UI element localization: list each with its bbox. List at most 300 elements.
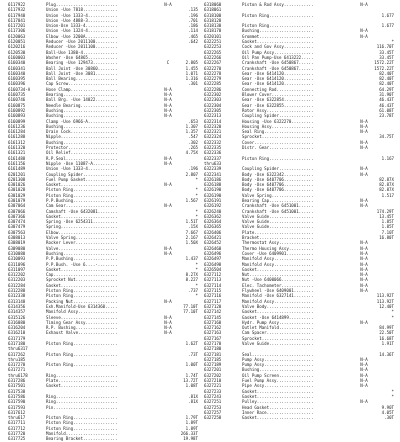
availability-code: N-A	[360, 362, 368, 368]
part-description: Needle Bearing...............	[46, 102, 118, 108]
part-number: 6161284	[8, 129, 26, 135]
part-description: Valve Guide..................	[242, 213, 314, 219]
availability-code: N-A	[360, 245, 368, 251]
part-price: 1572.22T	[374, 65, 394, 71]
part-price: .196	[188, 166, 198, 172]
part-description: Thermostat Assy..............	[242, 240, 314, 246]
part-description: Bearing......................	[46, 92, 118, 98]
part-number: 6318061	[204, 7, 222, 13]
part-price: 2.805	[185, 60, 198, 66]
part-price: 82.87X	[379, 176, 394, 182]
part-number: 6318100	[204, 12, 222, 18]
part-number: 6327221	[204, 383, 222, 389]
part-number: 6322314	[204, 118, 222, 124]
part-number: 6117306	[8, 28, 26, 34]
part-number: 6160340	[8, 60, 26, 66]
part-description: Crankshaft -Use 6450867......	[242, 65, 314, 71]
part-price: 82.87X	[379, 187, 394, 193]
part-price: 84.99T	[379, 325, 394, 331]
part-description: Gasket.......................	[242, 388, 314, 394]
part-price: .114	[188, 28, 198, 34]
part-price: .265	[188, 145, 198, 151]
part-price: 14.36T	[379, 351, 394, 357]
part-description: Bearing -Use 129473..........	[46, 60, 118, 66]
part-number: 6327115	[204, 288, 222, 294]
part-description: Piston Ring..................	[46, 420, 118, 426]
part-price: *	[195, 208, 198, 214]
part-description: Valve Guide..................	[242, 219, 314, 225]
part-price: 4.75X	[185, 150, 198, 156]
part-description: Valve........................	[46, 245, 118, 251]
part-number: 6317586	[8, 393, 26, 399]
part-number: 6160340	[8, 70, 26, 76]
part-description: Gear -Use 6322854............	[242, 97, 314, 103]
part-price: 1.455	[185, 65, 198, 71]
part-description: Piston Ring..................	[46, 293, 118, 299]
parts-list-columns	[8, 2, 394, 442]
part-description: Union -Use 4888-3............	[46, 17, 118, 23]
part-number: 6312202	[8, 272, 26, 278]
part-number: 6307064	[8, 203, 26, 209]
part-number: 6317612	[8, 409, 26, 415]
part-description: Gear -Use 6414120............	[242, 70, 314, 76]
part-description: Gear -Use 6414120............	[242, 81, 314, 87]
part-price: 8.27X	[185, 272, 198, 278]
part-number: 6327233	[204, 388, 222, 394]
part-description: Exhaust Valve................	[46, 330, 118, 336]
part-description: Piston Ring..................	[242, 155, 314, 161]
part-price: 64.29T	[379, 86, 394, 92]
availability-code: C	[166, 60, 170, 66]
part-number: 6201308	[8, 176, 26, 182]
part-price: 1.08T	[185, 383, 198, 389]
part-description: Piston Ring..................	[46, 415, 118, 421]
availability-code: N-A	[164, 298, 172, 304]
part-number: 6160395	[8, 76, 26, 82]
part-number: thru633	[204, 160, 222, 166]
availability-code: N-A	[360, 203, 368, 209]
availability-code: N-A	[360, 277, 368, 283]
part-description: Ring.........................	[46, 399, 118, 405]
part-description: Pump Assy....................	[242, 356, 314, 362]
part-price: 1.89T	[185, 420, 198, 426]
availability-code: N-A	[164, 314, 172, 320]
part-number: 6327243	[204, 393, 222, 399]
part-number: 6317501	[8, 383, 26, 389]
part-price: 113.92T	[376, 298, 394, 304]
availability-code: N-A	[164, 86, 172, 92]
part-price: .547	[188, 134, 198, 140]
part-description: Plug.........................	[46, 2, 118, 7]
part-price: 12.40T	[379, 303, 394, 309]
part-number: 6322266	[204, 54, 222, 60]
part-number: 6322320	[204, 123, 222, 129]
part-price: 1.91T	[381, 341, 394, 346]
part-price: 1.567	[185, 197, 198, 203]
availability-code: N-A	[360, 367, 368, 373]
part-number: 6322253	[204, 44, 222, 50]
part-description: Bushing......................	[242, 28, 314, 34]
part-number: 6320101	[204, 33, 222, 39]
part-description: Bushing......................	[46, 250, 118, 256]
part-price: .81X	[188, 393, 198, 399]
part-description: Hydr. Pump Assy..............	[242, 319, 314, 325]
part-description: Housing Assy.................	[242, 123, 314, 129]
part-number: 6317180	[8, 341, 26, 346]
part-description: Gasket.......................	[242, 39, 314, 45]
part-description: Manifold Assy................	[46, 309, 118, 315]
part-number: 6326406	[204, 229, 222, 235]
availability-code: N-A	[360, 383, 368, 389]
part-description: Outlet Manifold..............	[242, 325, 314, 331]
part-description: Ring.........................	[46, 372, 118, 378]
part-number: 6307479	[8, 224, 26, 230]
part-number: 6307474	[8, 219, 26, 225]
part-description: Nipple -Use 11087-A..........	[46, 160, 118, 166]
part-description: Gasket -Use 6414899..........	[242, 314, 314, 320]
part-number: 6316210	[8, 330, 26, 336]
part-number: 6317538	[8, 388, 26, 394]
part-number: 6322332	[204, 139, 222, 145]
part-price: *	[195, 261, 198, 267]
part-description: Cam Gear.....................	[46, 203, 118, 209]
part-number: 6315126	[8, 314, 26, 320]
part-description: Valve Spring.................	[46, 235, 118, 241]
part-number: 6322337	[204, 155, 222, 161]
part-number: 6322267	[204, 60, 222, 66]
part-number: 6327185	[204, 356, 222, 362]
part-description: Bushing......................	[242, 367, 314, 373]
part-price: 2.807	[185, 171, 198, 177]
part-price: 4.05T	[381, 409, 394, 415]
part-description: Housing -Use 6322270.........	[242, 118, 314, 124]
part-price: .653	[188, 118, 198, 124]
part-price: 266.33T	[180, 431, 198, 437]
part-description: Bearing Cap..................	[242, 197, 314, 203]
part-description: Pulley.......................	[242, 399, 314, 405]
part-number: 6326497	[204, 256, 222, 262]
part-description: Gasket.......................	[46, 282, 118, 288]
part-number: thru6317	[8, 346, 28, 352]
part-description: Gasket.......................	[242, 393, 314, 399]
part-price: 33.45T	[379, 49, 394, 55]
part-price: .642	[188, 39, 198, 45]
part-description: Piston Ring..................	[242, 23, 314, 29]
part-number: 6327113	[204, 277, 222, 283]
part-number: thru185	[8, 356, 26, 362]
availability-code: N-A	[360, 399, 368, 405]
part-description: Ball Joint -Use 30860........	[46, 65, 118, 71]
part-number: 6322302	[204, 92, 222, 98]
part-price: *	[195, 187, 198, 193]
part-description: Sleeve.......................	[46, 314, 118, 320]
part-number: 6161312	[8, 139, 26, 145]
part-price: .186	[188, 23, 198, 29]
part-description: Inner Race...................	[242, 409, 314, 415]
part-price: 22.50T	[379, 330, 394, 336]
part-description: Elbow........................	[46, 229, 118, 235]
part-price: .301	[188, 81, 198, 87]
availability-code: N-A	[360, 282, 368, 288]
part-row	[8, 436, 198, 441]
part-price: 16.80T	[379, 235, 394, 241]
part-description: Grommet......................	[242, 33, 314, 39]
part-number: 6322336	[204, 150, 222, 156]
part-description: Gasket.......................	[242, 309, 314, 315]
part-description: Gasket.......................	[46, 213, 118, 219]
part-price: .135	[188, 7, 198, 13]
part-description: Gasket.......................	[46, 182, 118, 188]
part-description: Crankshaft -Use 6450867......	[242, 60, 314, 66]
part-description: Bushing......................	[46, 123, 118, 129]
part-number: 6322270	[204, 65, 222, 71]
part-description: Valve Body...................	[242, 303, 314, 309]
part-description: Flywheel -Use 6409001........	[242, 288, 314, 294]
part-number: 6322265	[204, 49, 222, 55]
part-number: 6160746	[8, 97, 26, 103]
part-description: Piston & Rod Assy............	[242, 2, 314, 7]
part-number: 6327116	[204, 293, 222, 299]
part-description: Piston Ring..................	[46, 425, 118, 431]
part-price: 116.70T	[376, 44, 394, 50]
part-price: 16.68T	[379, 335, 394, 341]
part-number: 6326192	[204, 203, 222, 209]
part-description: Body -Use 6407706............	[242, 182, 314, 188]
part-number: 6317593	[8, 404, 26, 410]
part-number: 6327162	[204, 325, 222, 331]
availability-code: N-A	[164, 102, 172, 108]
part-description: Clamp -Use 6966-A............	[46, 118, 118, 124]
part-description: Rocker Lever.................	[46, 240, 118, 246]
part-price: 9.90T	[381, 404, 394, 410]
part-number: 6327117	[204, 298, 222, 304]
part-description: R.P. Bushing.................	[46, 325, 118, 331]
part-description: Reducer -Use 2011100.........	[46, 44, 118, 50]
part-description: Piston Ring..................	[46, 288, 118, 294]
part-description: Crankshaft -Use 6451001......	[242, 208, 314, 214]
part-number: 6317271	[8, 367, 26, 373]
part-description: Gear -Use 6322855............	[242, 102, 314, 108]
part-description: Distr. Gear..................	[242, 145, 314, 151]
part-description: Coupling Spider..............	[46, 171, 118, 177]
part-number: 6160003	[8, 54, 26, 60]
part-description: Piston Ring..................	[46, 362, 118, 368]
part-number: 6318128	[204, 17, 222, 23]
part-number: 6316204	[8, 325, 26, 331]
part-number: 6317179	[8, 335, 26, 341]
part-number: 6327163	[204, 330, 222, 336]
part-price: .81X	[188, 399, 198, 405]
part-description: Exh.Manifold-Use 6314360.....	[46, 303, 118, 309]
availability-code: N-A	[360, 378, 368, 384]
part-description: Cover........................	[242, 139, 314, 145]
part-number: 6327114	[204, 282, 222, 288]
part-number: 6322285	[204, 81, 222, 87]
part-description: Hose Clamp...................	[46, 86, 118, 92]
part-number: 6316080	[8, 319, 26, 325]
part-description: Ball Bearing.................	[46, 76, 118, 82]
part-description: Manifold Assy................	[242, 256, 314, 262]
part-price: .465	[188, 33, 198, 39]
part-number: 6326240	[204, 208, 222, 214]
part-number: 6317590	[8, 399, 26, 405]
part-description: Manifold Assy................	[242, 261, 314, 267]
part-number: 6326452	[204, 240, 222, 246]
part-number: 6310080	[8, 250, 26, 256]
part-number: 6317720	[8, 431, 26, 437]
availability-code: N-A	[360, 197, 368, 203]
part-price: 82.40T	[379, 70, 394, 76]
availability-code: N-A	[360, 33, 368, 39]
part-price: .701	[188, 17, 198, 23]
part-number: 6317725	[8, 436, 26, 442]
availability-code: N-A	[360, 123, 368, 129]
part-row	[204, 415, 394, 420]
availability-code: N-A	[164, 319, 172, 325]
part-description: Valve Guide..................	[242, 224, 314, 230]
part-description: Packing Nut..................	[46, 298, 118, 304]
part-description: Seal.........................	[242, 351, 314, 357]
part-price: 82.40T	[379, 81, 394, 87]
part-description: Ball Joint -Use 3081.........	[46, 70, 118, 76]
part-description: Pin..........................	[46, 404, 118, 410]
part-price: 1.071	[185, 70, 198, 76]
availability-code: N-A	[360, 319, 368, 325]
availability-code: N-A	[360, 118, 368, 124]
part-number: 6160892	[8, 107, 26, 113]
part-price: 1.307	[185, 123, 198, 129]
part-price: *	[195, 293, 198, 299]
part-description: Bracket......................	[242, 235, 314, 241]
part-price: 1.74T	[185, 372, 198, 378]
availability-code: N-A	[164, 155, 172, 161]
part-number: 6312203	[8, 277, 26, 283]
part-number: 6311097	[8, 266, 26, 272]
part-number: 6326191	[204, 197, 222, 203]
part-number: 6317711	[8, 420, 26, 426]
part-price: 46.43T	[379, 97, 394, 103]
part-number: 6160735	[8, 92, 26, 98]
part-price: 1.517	[381, 192, 394, 198]
part-price: *	[391, 393, 394, 399]
part-price: .30T	[384, 415, 394, 421]
part-number: 6327145	[204, 314, 222, 320]
part-number: 6327253	[204, 404, 222, 410]
part-price: *	[391, 309, 394, 315]
part-description: Valve Guide..................	[242, 341, 314, 346]
part-description: Timing Gear Assy.............	[46, 319, 118, 325]
part-description: Washer -Use 64865............	[46, 54, 118, 60]
part-price: 13.72T	[183, 378, 198, 384]
part-price: .302	[188, 139, 198, 145]
part-number: 6117922	[8, 2, 26, 7]
part-description: Pipe Assy....................	[242, 383, 314, 389]
availability-code: N-A	[360, 28, 368, 34]
part-description: Plate........................	[242, 229, 314, 235]
part-price: 1.85T	[381, 219, 394, 225]
part-description: Gasket.......................	[242, 266, 314, 272]
part-number: 6326498	[204, 261, 222, 267]
part-price: *	[391, 39, 394, 45]
part-number: 6326364	[204, 219, 222, 225]
part-number: 6326186	[204, 176, 222, 182]
availability-code: N-A	[360, 2, 368, 7]
part-description: Sprocket.....................	[242, 335, 314, 341]
part-description: Ball-Use 1380-4..............	[46, 49, 118, 55]
availability-code: N-A	[360, 266, 368, 272]
part-number: 6327112	[204, 272, 222, 278]
part-description: Spring.......................	[46, 224, 118, 230]
part-description: Union -Use 1333-4............	[46, 12, 118, 18]
availability-code: N-A	[360, 171, 368, 177]
part-price: 1.00T	[185, 362, 198, 368]
part-description: Oil Pump Screen..............	[242, 372, 314, 378]
availability-code: N-A	[164, 203, 172, 209]
part-description: Bushing......................	[46, 113, 118, 119]
part-number: 6301026	[8, 182, 26, 188]
part-number: 6161488	[8, 155, 26, 161]
part-description: Union -Use 1324-4............	[46, 28, 118, 34]
part-price: 82.87X	[379, 182, 394, 188]
part-number: 6322321	[204, 129, 222, 135]
part-description: P.P.Bush. -Use 6....-........	[46, 261, 118, 267]
part-number: 6308019	[8, 240, 26, 246]
part-number: 6322303	[204, 97, 222, 103]
part-number: 6120051	[8, 39, 26, 45]
part-price: *	[391, 388, 394, 394]
part-number: 6327142	[204, 309, 222, 315]
part-number: 6326188	[204, 182, 222, 188]
part-number: 6327258	[204, 415, 222, 421]
availability-code: N-A	[164, 97, 172, 103]
availability-code: N-A	[164, 245, 172, 251]
part-number: 6317270	[8, 362, 26, 368]
part-price: 77.10T	[183, 309, 198, 315]
part-number: 6314357	[8, 309, 26, 315]
part-price: 13.45T	[379, 213, 394, 219]
part-price: 82.40T	[379, 76, 394, 82]
part-number: 6160396	[8, 81, 26, 87]
part-number: 6120530	[8, 49, 26, 55]
part-number: 6117041	[8, 17, 26, 23]
part-number: 6326362	[204, 213, 222, 219]
part-number: 6120063	[8, 33, 26, 39]
part-number: 6117932	[8, 7, 26, 13]
part-price: 1.79T	[185, 415, 198, 421]
part-number: 6301029	[8, 192, 26, 198]
part-number: 6318170	[204, 28, 222, 34]
availability-code: N-A	[360, 250, 368, 256]
part-description: Cock and Gov Assy............	[242, 44, 314, 50]
availability-code: N-A	[360, 139, 368, 145]
part-description: Reducer -Use 2011100.........	[46, 39, 118, 45]
part-price: 1.50X	[185, 240, 198, 246]
part-number: 6327160	[204, 319, 222, 325]
part-description: P.P.Bushing..................	[46, 197, 118, 203]
part-description: Nipple.......................	[46, 134, 118, 140]
part-number: 6327120	[204, 303, 222, 309]
part-number: 6201201	[8, 171, 26, 177]
availability-code: N-A	[360, 288, 368, 294]
part-price: 1.167	[381, 155, 394, 161]
part-number: 6322305	[204, 107, 222, 113]
part-price: 1.316	[185, 76, 198, 82]
part-description: Piston Ring..................	[46, 187, 118, 193]
part-description: Head Gasket..................	[242, 404, 314, 410]
part-number: 6322251	[204, 39, 222, 45]
part-description: Oil Pan Pump-Use 6413222.....	[242, 54, 314, 60]
availability-code: N-A	[164, 2, 172, 7]
